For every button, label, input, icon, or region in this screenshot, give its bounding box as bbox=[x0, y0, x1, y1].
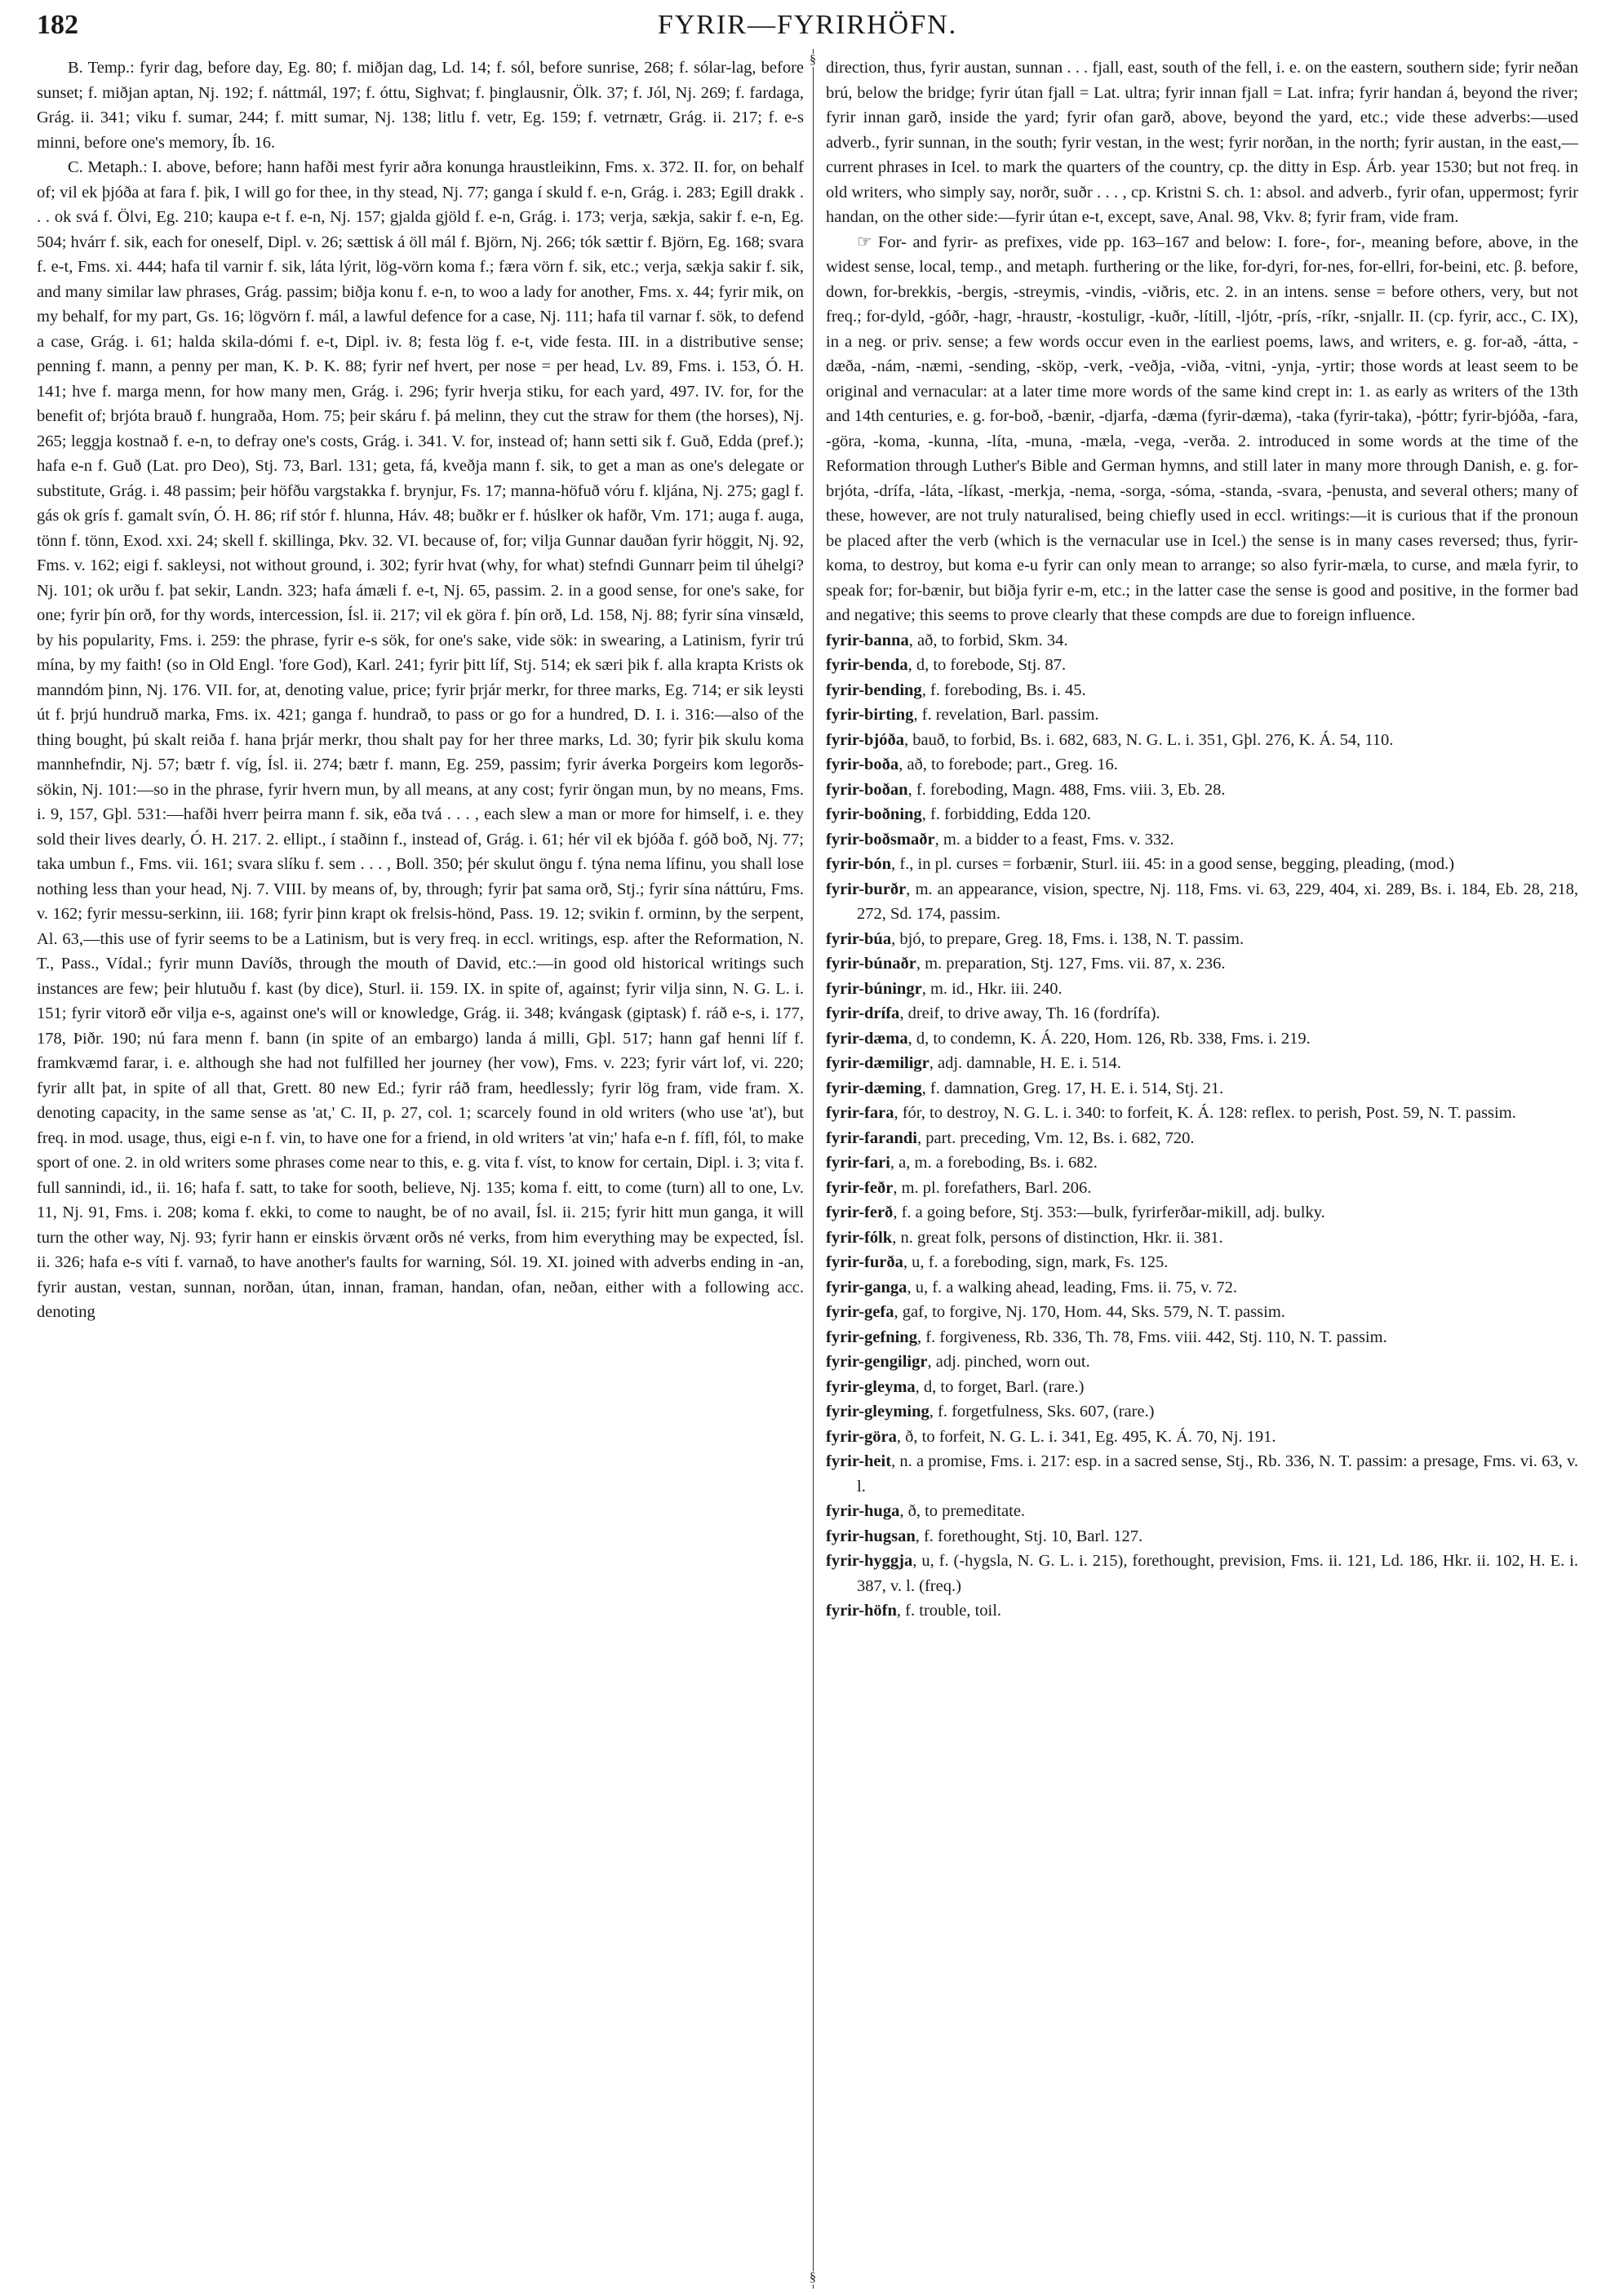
dictionary-entry bbox=[826, 1126, 1578, 1151]
entry-headword: fyrir-hugsan bbox=[826, 1527, 916, 1545]
dictionary-entry bbox=[826, 628, 1578, 654]
dictionary-entry bbox=[826, 977, 1578, 1002]
entry-definition: , f. forgetfulness, Sks. 607, (rare.) bbox=[929, 1403, 1155, 1421]
entry-definition: , m. pl. forefathers, Barl. 206. bbox=[893, 1178, 1092, 1197]
prefix-note-text: For- and fyrir- as prefixes, vide pp. 163–167 and below: I. fore-, for-, meaning before, above, in the widest sense, local, temp., and metaph. furthering or the like, for-dyri, for-nes, for-ellri, for-beini, etc. β. before, down, for-brekkis, -bergis, -streymis, -vindis, -viðris, etc. 2. in an intens. sense = before others, very, but not freq.; for-dyld, -góðr, -hagr, -hraustr, -kostuligr, -kuðr, -lítill, -ljótr, -prís, -ríkr, -snjallr. II. (cp. fyrir, acc., C. IX), in a neg. or priv. sense; a few words occur even in the earliest poems, laws, and writers, e. g. for-að, -átta, -dæða, -nám, -næmi, -sending, -sköp, -verk, -veðja, -viða, -vitni, -ynja, -yrtir; those words at least seem to be original and vernacular: at a later time more words of the same kind crept in: 1. as early as writers of the 13th and 14th centuries, e. g. for-boð, -bænir, -djarfa, -dæma (fyrir-dæma), -taka (fyrir-taka), -þóttr; fyrir-bjóða, -fara, -göra, -koma, -kunna, -líta, -muna, -mæla, -vega, -verða. 2. introduced in some words at the time of the Reformation through Luther's Bible and German hymns, and still later in many more through Danish, e. g. for-brjóta, -drífa, -láta, -líkast, -merkja, -nema, -sorga, -sóma, -standa, -svara, -þenusta, and several others; many of these, however, are not truly naturalised, being chiefly used in eccl. writings:—it is curious that if the pronoun be placed after the verb (which is the vernacular use in Icel.) the sense is in many cases reversed; thus, fyrir-koma, to destroy, but koma e-u fyrir can only mean to arrange; so also fyrir-mæla, to curse, and mæla fyrir, to speak for; for-bænir, but biðja fyrir e-m, etc.; in the latter case the sense is good and positive, in the former bad and negative; this seems to prove clearly that these compds are due to foreign influence. bbox=[826, 233, 1578, 624]
left-column bbox=[37, 55, 804, 2288]
dictionary-entry bbox=[826, 1051, 1578, 1076]
entry-definition: , f., in pl. curses = forbænir, Sturl. iii. 45: in a good sense, begging, pleading, (mod.) bbox=[891, 855, 1455, 873]
running-head: FYRIR—FYRIRHÖFN. bbox=[657, 10, 958, 40]
entry-definition: , m. id., Hkr. iii. 240. bbox=[921, 979, 1063, 998]
entry-definition: , d, to condemn, K. Á. 220, Hom. 126, Rb. 338, Fms. i. 219. bbox=[907, 1029, 1311, 1048]
dictionary-entry bbox=[826, 1150, 1578, 1176]
pointing-hand-icon: ☞ bbox=[857, 233, 872, 251]
entry-headword: fyrir-hyggja bbox=[826, 1552, 913, 1570]
entry-definition: , gaf, to forgive, Nj. 170, Hom. 44, Sks. 579, N. T. passim. bbox=[894, 1303, 1285, 1321]
column-divider bbox=[813, 49, 814, 2289]
entry-headword: fyrir-fara bbox=[826, 1104, 894, 1122]
dictionary-paragraph: C. Metaph.: I. above, before; hann hafði mest fyrir aðra konunga hraustleikinn, Fms. x. 372. II. for, on behalf of; vil ek þjóða at fara f. þik, I will go for thee, in thy stead, Nj. 77; ganga í skuld f. e-n, Grág. i. 283; Egill drakk . . . ok svá f. Ölvi, Eg. 210; kaupa e-t f. e-n, Nj. 157; gjalda gjöld f. e-n, Grág. i. 173; verja, sækja, sakir f. e-n, Eg. 504; hvárr f. sik, each for oneself, Dipl. v. 26; sættisk á öll mál f. Björn, Nj. 266; tók sættir f. Björn, Eg. 168; svara f. e-t, Fms. xi. 444; hafa til varnir f. sik, láta lýrit, lög-vörn koma f.; færa vörn f. sik, etc.; verja, sækja sakir f. sik, and many similar law phrases, Grág. passim; biðja konu f. e-n, to woo a lady for another, Fms. x. 44; fyrir mik, on my behalf, for my part, Gs. 16; lögvörn f. mál, a lawful defence for a case, Nj. 111; hafa til varnar f. sök, to defend a case, Grág. i. 61; halda skila-dómi f. e-t, Dipl. iv. 8; festa lög f. e-t, vide festa. III. in a distributive sense; penning f. mann, a penny per man, K. Þ. K. 88; fyrir nef hvert, per nose = per head, Lv. 89, Fms. i. 153, Ó. H. 141; hve f. marga menn, for how many men, Grág. i. 296; fyrir hverja stiku, for each yard, 497. IV. for, for the benefit of; brjóta brauð f. hungraða, Hom. 75; þeir skáru f. þá melinn, they cut the straw for them (the horses), Nj. 265; leggja kostnað f. e-n, to defray one's costs, Grág. i. 341. V. for, instead of; hann setti sik f. Guð, Edda (pref.); hafa e-n f. Guð (Lat. pro Deo), Stj. 73, Barl. 131; geta, fá, kveðja mann f. sik, to get a man as one's delegate or substitute, Grág. i. 48 passim; þeir höfðu vargstakka f. brynjur, Fs. 17; manna-höfuð vóru f. kljána, Nj. 275; gagl f. gás ok grís f. gamalt svín, Ó. H. 86; rif stór f. hlunna, Háv. 48; buðkr er f. húslker ok hafðr, Vm. 171; auga f. auga, tönn f. tönn, Exod. xxi. 24; skell f. skillinga, Þkv. 32. VI. because of, for; vilja Gunnar dauðan fyrir höggit, Nj. 92, Fms. v. 162; eigi f. sakleysi, not without ground, i. 302; fyrir hvat (why, for what) stefndi Gunnarr þeim til úhelgi? Nj. 101; ok urðu f. þat sekir, Landn. 323; hafa ámæli f. e-t, Nj. 65, passim. 2. in a good sense, for one's sake, for one; fyrir þín orð, for thy words, intercession, Ísl. ii. 217; vil ek göra f. þín orð, Ld. 158, Nj. 88; fyrir sína vinsæld, by his popularity, Fms. i. 259: the phrase, fyrir e-s sök, for one's sake, vide sök: in swearing, a Latinism, fyrir trú mína, by my faith! (so in Old Engl. 'fore God), Karl. 241; fyrir þitt líf, Stj. 514; ek særi þik f. alla krapta Krists ok manndóm þinn, Nj. 176. VII. for, at, denoting value, price; fyrir þrjár merkr, for three marks, Eg. 714; er sik leysti út f. þrjú hundruð marka, Fms. ix. 421; ganga f. hundrað, to pass or go for a hundred, D. I. i. 316:—also of the thing bought, þú skalt reiða f. hana þrjár merkr, thou shalt pay for her three marks, Ld. 30; fyrir þik skulu koma mannhefndir, Nj. 57; bætr f. víg, Ísl. ii. 274; bætr f. mann, Eg. 259, passim; fyrir áverka Þorgeirs kom legorðs-sökin, Nj. 101:—so in the phrase, fyrir hvern mun, by all means, at any cost; fyrir öngan mun, by no means, Fms. i. 9, 157, Gþl. 531:—hafði hverr þeirra mann f. sik, eða tvá . . . , each slew a man or more for himself, i. e. they sold their lives dearly, Ó. H. 217. 2. ellipt., í staðinn f., instead of, Grág. i. 61; hér vil ek bjóða f. góð boð, Nj. 77; taka umbun f., Fms. vii. 161; svara slíku f. sem . . . , Boll. 350; þér skulut öngu f. týna nema lífinu, you shall lose nothing less than your head, Nj. 7. VIII. by means of, by, through; fyrir þat sama orð, Stj.; fyrir sína náttúru, Fms. v. 162; fyrir messu-serkinn, iii. 168; fyrir þinn krapt ok frelsis-hönd, Pass. 19. 12; svikin f. orminn, by the serpent, Al. 63,—this use of fyrir seems to be a Latinism, but is very freq. in eccl. writings, esp. after the Reformation, N. T., Pass., Vídal.; fyrir munn Davíðs, through the mouth of David, etc.:—in good old historical writings such instances are few; þeir hlutuðu f. kast (by dice), Sturl. ii. 159. IX. in spite of, against; fyrir vilja sinn, N. G. L. i. 151; fyrir vitorð eðr vilja e-s, against one's will or knowledge, Grág. ii. 348; kvángask (giptask) f. ráð e-s, i. 177, 178, Þiðr. 190; nú fara menn f. bann (in spite of an embargo) landa á milli, Gþl. 517; hann gaf henni líf f. framkvæmd farar, i. e. although she had not fulfilled her journey (her vow), Fms. v. 223; fyrir várt lof, vi. 220; fyrir allt þat, in spite of all that, Grett. 80 new Ed.; fyrir ráð fram, heedlessly; fyrir lög fram, vide fram. X. denoting capacity, in the same sense as 'at,' C. II, p. 27, col. 1; scarcely found in old writers (who use 'at'), but freq. in mod. usage, thus, eigi e-n f. vin, to have one for a friend, in old writers 'at vin;' hafa e-n f. fífl, fól, to make sport of one. 2. in old writers some phrases come near to this, e. g. vita f. víst, to know for certain, Dipl. i. 3; vita f. full sannindi, id., ii. 16; hafa f. satt, to take for sooth, believe, Nj. 135; koma f. eitt, to come (turn) all to one, Lv. 11, Nj. 91, Fms. i. 208; koma f. ekki, to come to naught, be of no avail, Ísl. ii. 215; fyrir hitt mun ganga, it will turn the other way, Nj. 93; fyrir hann er einskis örvænt orðs né verks, from him everything may be expected, Ísl. ii. 326; hafa e-s víti f. varnað, to have another's faults for warning, Sól. 19. XI. joined with adverbs ending in -an, fyrir austan, vestan, sunnan, norðan, útan, innan, framan, handan, ofan, neðan, either with a following acc. denoting bbox=[37, 158, 804, 1321]
entry-definition: , d, to forebode, Stj. 87. bbox=[907, 656, 1067, 674]
entry-headword: fyrir-búa bbox=[826, 929, 892, 948]
entry-headword: fyrir-furða bbox=[826, 1253, 903, 1271]
dictionary-entry bbox=[826, 1176, 1578, 1201]
dictionary-entry bbox=[826, 927, 1578, 952]
entry-headword: fyrir-búningr bbox=[826, 979, 922, 998]
dictionary-entry bbox=[826, 1375, 1578, 1400]
right-column bbox=[826, 55, 1578, 2288]
entry-definition: , adj. damnable, H. E. i. 514. bbox=[929, 1054, 1121, 1072]
entry-definition: , f. foreboding, Bs. i. 45. bbox=[921, 680, 1086, 699]
entry-definition: , f. damnation, Greg. 17, H. E. i. 514, Stj. 21. bbox=[921, 1079, 1224, 1097]
entry-definition: , n. a promise, Fms. i. 217: esp. in a sacred sense, Stj., Rb. 336, N. T. passim: a presage, Fms. vi. 63, v. l. bbox=[857, 1452, 1578, 1496]
entry-headword: fyrir-benda bbox=[826, 656, 908, 674]
entry-headword: fyrir-boðsmaðr bbox=[826, 830, 935, 849]
entry-headword: fyrir-gefa bbox=[826, 1303, 894, 1321]
entry-definition: , d, to forget, Barl. (rare.) bbox=[915, 1377, 1085, 1396]
dictionary-entry bbox=[826, 1499, 1578, 1524]
dictionary-entry bbox=[826, 1598, 1578, 1624]
entry-definition: , f. revelation, Barl. passim. bbox=[913, 706, 1099, 724]
entry-headword: fyrir-bending bbox=[826, 680, 922, 699]
entry-definition: , m. a bidder to a feast, Fms. v. 332. bbox=[934, 830, 1174, 849]
entry-headword: fyrir-ganga bbox=[826, 1278, 907, 1296]
entry-definition: , adj. pinched, worn out. bbox=[927, 1353, 1090, 1371]
entry-definition: , f. foreboding, Magn. 488, Fms. viii. 3, Eb. 28. bbox=[907, 780, 1226, 799]
entry-definition: , part. preceding, Vm. 12, Bs. i. 682, 720. bbox=[916, 1128, 1195, 1147]
entry-headword: fyrir-búnaðr bbox=[826, 955, 916, 973]
entry-headword: fyrir-feðr bbox=[826, 1178, 894, 1197]
dictionary-paragraph: B. Temp.: fyrir dag, before day, Eg. 80; f. miðjan dag, Ld. 14; f. sól, before sunrise, 268; f. sólar-lag, before sunset; f. miðjan aptan, Nj. 192; f. náttmál, 197; f. óttu, Sighvat; f. þinglausnir, Ölk. 37; f. Jól, Nj. 269; f. fardaga, Grág. ii. 341; viku f. sumar, 244; f. mitt sumar, Nj. 138; litlu f. vetr, Eg. 159; f. vetrnætr, Grág. ii. 217; f. e-s minni, before one's memory, Íb. 16. bbox=[37, 59, 804, 152]
dictionary-entry bbox=[826, 1524, 1578, 1549]
dictionary-entry bbox=[826, 1350, 1578, 1375]
entry-definition: , a, m. a foreboding, Bs. i. 682. bbox=[890, 1154, 1098, 1172]
prefix-note bbox=[826, 230, 1578, 628]
dictionary-entry bbox=[826, 877, 1578, 927]
entry-definition: , ð, to forfeit, N. G. L. i. 341, Eg. 495, K. Á. 70, Nj. 191. bbox=[896, 1427, 1276, 1446]
entry-headword: fyrir-boða bbox=[826, 756, 899, 773]
entry-headword: fyrir-gleyming bbox=[826, 1403, 930, 1421]
dictionary-entry bbox=[826, 678, 1578, 703]
entry-headword: fyrir-drífa bbox=[826, 1004, 900, 1022]
entry-headword: fyrir-gengiligr bbox=[826, 1353, 928, 1371]
entry-definition: , f. a going before, Stj. 353:—bulk, fyrirferðar-mikill, adj. bulky. bbox=[893, 1203, 1325, 1221]
dictionary-entry bbox=[826, 802, 1578, 827]
entry-definition: , u, f. a foreboding, sign, mark, Fs. 125. bbox=[903, 1253, 1169, 1271]
entry-headword: fyrir-gefning bbox=[826, 1328, 917, 1346]
entry-headword: fyrir-bjóða bbox=[826, 730, 905, 749]
entry-headword: fyrir-burðr bbox=[826, 880, 907, 898]
dictionary-entry bbox=[826, 852, 1578, 877]
entry-headword: fyrir-boðning bbox=[826, 805, 922, 823]
top-divider-ornament: § bbox=[806, 54, 819, 67]
dictionary-entry bbox=[826, 1200, 1578, 1226]
entry-headword: fyrir-banna bbox=[826, 631, 909, 649]
entry-definition: , að, to forebode; part., Greg. 16. bbox=[898, 756, 1118, 773]
page-number: 182 bbox=[37, 10, 78, 40]
entry-headword: fyrir-fari bbox=[826, 1154, 890, 1172]
entry-definition: , ð, to premeditate. bbox=[899, 1502, 1026, 1520]
dictionary-entry bbox=[826, 951, 1578, 977]
entry-definition: , fór, to destroy, N. G. L. i. 340: to forfeit, K. Á. 128: reflex. to perish, Post. 59, N. T. passim. bbox=[894, 1104, 1516, 1122]
entry-headword: fyrir-gleyma bbox=[826, 1377, 916, 1396]
entry-definition: , f. trouble, toil. bbox=[896, 1602, 1002, 1620]
entry-definition: , m. an appearance, vision, spectre, Nj. 118, Fms. vi. 63, 229, 404, xi. 289, Bs. i. 184, Eb. 28, 218, 272, Sd. 174, passim. bbox=[857, 880, 1578, 923]
entry-headword: fyrir-heit bbox=[826, 1452, 892, 1470]
dictionary-entry bbox=[826, 1425, 1578, 1450]
entry-definition: , u, f. (-hygsla, N. G. L. i. 215), forethought, prevision, Fms. ii. 121, Ld. 186, Hkr. ii. 102, H. E. i. 387, v. l. (freq.) bbox=[857, 1552, 1578, 1595]
entry-headword: fyrir-dæming bbox=[826, 1079, 922, 1097]
entry-definition: , u, f. a walking ahead, leading, Fms. ii. 75, v. 72. bbox=[907, 1278, 1238, 1296]
dictionary-entry bbox=[826, 1026, 1578, 1052]
entry-headword: fyrir-göra bbox=[826, 1427, 897, 1446]
dictionary-entry bbox=[826, 1101, 1578, 1126]
dictionary-paragraph: direction, thus, fyrir austan, sunnan . . . fjall, east, south of the fell, i. e. on the eastern, southern side; fyrir neðan brú, below the bridge; fyrir útan fjall = Lat. ultra; fyrir innan fjall = Lat. infra; fyrir handan á, beyond the river; fyrir innan garð, inside the yard; fyrir ofan garð, above, beyond the yard, etc.; vide these adverbs:—used adverb., fyrir sunnan, in the south; fyrir vestan, in the west; fyrir norðan, in the north; fyrir austan, in the east,—current phrases in Icel. to mark the quarters of the country, cp. the ditty in Esp. Árb. year 1530; but not freq. in old writers, who simply say, norðr, suðr . . . , cp. Kristni S. ch. 1: absol. and adverb., fyrir ofan, uppermost; fyrir handan, on the other side:—fyrir útan e-t, except, save, Anal. 98, Vkv. 8; fyrir fram, vide fram. bbox=[826, 59, 1578, 226]
dictionary-entry bbox=[826, 1399, 1578, 1425]
entry-headword: fyrir-dæma bbox=[826, 1029, 908, 1048]
entry-list bbox=[826, 628, 1578, 1624]
entry-headword: fyrir-fólk bbox=[826, 1228, 893, 1247]
entry-headword: fyrir-höfn bbox=[826, 1602, 897, 1620]
entry-definition: , bjó, to prepare, Greg. 18, Fms. i. 138, N. T. passim. bbox=[891, 929, 1245, 948]
entry-definition: , n. great folk, persons of distinction, Hkr. ii. 381. bbox=[892, 1228, 1223, 1247]
entry-headword: fyrir-boðan bbox=[826, 780, 908, 799]
entry-headword: fyrir-ferð bbox=[826, 1203, 894, 1221]
page-header bbox=[37, 10, 1578, 47]
dictionary-entry bbox=[826, 778, 1578, 803]
entry-definition: , f. forethought, Stj. 10, Barl. 127. bbox=[915, 1527, 1143, 1545]
dictionary-entry bbox=[826, 827, 1578, 853]
dictionary-entry bbox=[826, 1076, 1578, 1101]
dictionary-entry bbox=[826, 1449, 1578, 1499]
entry-definition: , að, to forbid, Skm. 34. bbox=[908, 631, 1068, 649]
bottom-divider-ornament: § bbox=[806, 2272, 819, 2285]
dictionary-entry bbox=[826, 1275, 1578, 1301]
entry-headword: fyrir-birting bbox=[826, 706, 914, 724]
dictionary-entry bbox=[826, 1250, 1578, 1275]
dictionary-entry bbox=[826, 1300, 1578, 1325]
entry-headword: fyrir-bón bbox=[826, 855, 892, 873]
dictionary-entry bbox=[826, 728, 1578, 753]
entry-headword: fyrir-huga bbox=[826, 1502, 900, 1520]
entry-definition: , f. forgiveness, Rb. 336, Th. 78, Fms. viii. 442, Stj. 110, N. T. passim. bbox=[916, 1328, 1387, 1346]
dictionary-entry bbox=[826, 703, 1578, 728]
entry-definition: , m. preparation, Stj. 127, Fms. vii. 87, x. 236. bbox=[916, 955, 1226, 973]
dictionary-entry bbox=[826, 1226, 1578, 1251]
entry-definition: , f. forbidding, Edda 120. bbox=[921, 805, 1091, 823]
dictionary-entry bbox=[826, 752, 1578, 778]
dictionary-entry bbox=[826, 653, 1578, 678]
entry-headword: fyrir-farandi bbox=[826, 1128, 917, 1147]
entry-definition: , bauð, to forbid, Bs. i. 682, 683, N. G. L. i. 351, Gþl. 276, K. Á. 54, 110. bbox=[904, 730, 1394, 749]
entry-definition: , dreif, to drive away, Th. 16 (fordrífa). bbox=[899, 1004, 1160, 1022]
dictionary-entry bbox=[826, 1325, 1578, 1350]
dictionary-entry bbox=[826, 1549, 1578, 1598]
dictionary-entry bbox=[826, 1001, 1578, 1026]
entry-headword: fyrir-dæmiligr bbox=[826, 1054, 930, 1072]
